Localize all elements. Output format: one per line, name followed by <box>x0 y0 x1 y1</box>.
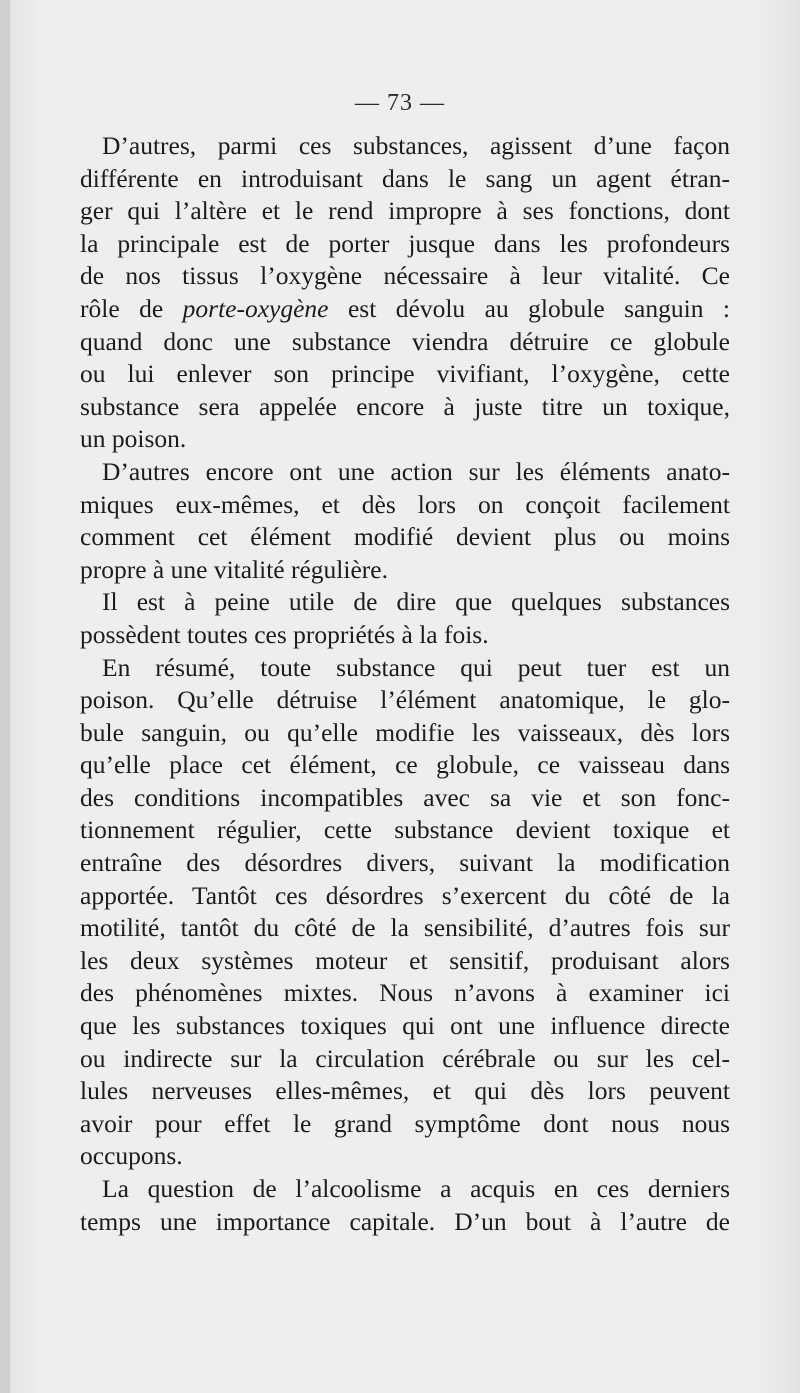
text-line: lules nerveuses elles-mêmes, et qui dès lors peuvent <box>80 1076 730 1106</box>
paragraph-3 <box>80 586 730 651</box>
paragraph-1 <box>80 130 730 456</box>
text-line-italic: rôle de porte-oxygène est dévolu au globule sanguin : <box>80 293 730 323</box>
text-line: de nos tissus l’oxygène nécessaire à leur vitalité. Ce <box>80 261 730 291</box>
text-line: propre à une vitalité régulière. <box>80 554 388 584</box>
text-line: des conditions incompatibles avec sa vie et son fonc- <box>80 782 730 812</box>
body-text <box>80 130 730 1238</box>
paragraph-5 <box>80 1173 730 1238</box>
text-line: possèdent toutes ces propriétés à la fois. <box>80 619 489 649</box>
text-line: un poison. <box>80 424 187 454</box>
text-line: entraîne des désordres divers, suivant la modification <box>80 848 730 878</box>
text-line: qu’elle place cet élément, ce globule, ce vaisseau dans <box>80 750 730 780</box>
text-line: quand donc une substance viendra détruire ce globule <box>80 326 730 356</box>
paragraph-4 <box>80 652 730 1174</box>
text-line: La question de l’alcoolisme a acquis en ces derniers <box>102 1174 730 1203</box>
text-line: poison. Qu’elle détruise l’élément anatomique, le glo- <box>80 685 730 715</box>
text-line: que les substances toxiques qui ont une influence directe <box>80 1011 730 1041</box>
page-left-edge <box>0 0 10 1393</box>
text-line: bule sanguin, ou qu’elle modifie les vaisseaux, dès lors <box>80 717 730 747</box>
text-line: comment cet élément modifié devient plus ou moins <box>80 522 730 552</box>
text-line: la principale est de porter jusque dans les profondeurs <box>80 228 730 258</box>
text-line: avoir pour effet le grand symptôme dont nous nous <box>80 1108 730 1138</box>
text-line: motilité, tantôt du côté de la sensibilité, d’autres fois sur <box>80 913 730 943</box>
text-line: temps une importance capitale. D’un bout à l’autre de <box>80 1206 730 1236</box>
text-line: occupons. <box>80 1141 183 1171</box>
text-line: D’autres, parmi ces substances, agissent d’une façon <box>102 131 730 160</box>
text-line: des phénomènes mixtes. Nous n’avons à examiner ici <box>80 978 730 1008</box>
text-line: miques eux-mêmes, et dès lors on conçoit facilement <box>80 489 730 519</box>
text-line: tionnement régulier, cette substance devient toxique et <box>80 815 730 845</box>
paragraph-2 <box>80 456 730 586</box>
text-line: Il est à peine utile de dire que quelques substances <box>102 587 730 617</box>
text-line: En résumé, toute substance qui peut tuer est un <box>102 652 730 682</box>
text-line: D’autres encore ont une action sur les éléments anato- <box>102 456 730 486</box>
text-line: substance sera appelée encore à juste titre un toxique, <box>80 391 730 421</box>
italic-term: porte-oxygène <box>182 293 329 323</box>
text-line: les deux systèmes moteur et sensitif, produisant alors <box>80 945 730 975</box>
text-line: ou lui enlever son principe vivifiant, l’oxygène, cette <box>80 359 730 389</box>
text-line: ger qui l’altère et le rend impropre à ses fonctions, dont <box>80 196 730 226</box>
text-line: différente en introduisant dans le sang un agent étran- <box>80 163 730 193</box>
text-line: ou indirecte sur la circulation cérébrale ou sur les cel- <box>80 1043 730 1073</box>
page-number: — 73 — <box>355 90 445 116</box>
text-line: apportée. Tantôt ces désordres s’exercent du côté de la <box>80 880 730 910</box>
